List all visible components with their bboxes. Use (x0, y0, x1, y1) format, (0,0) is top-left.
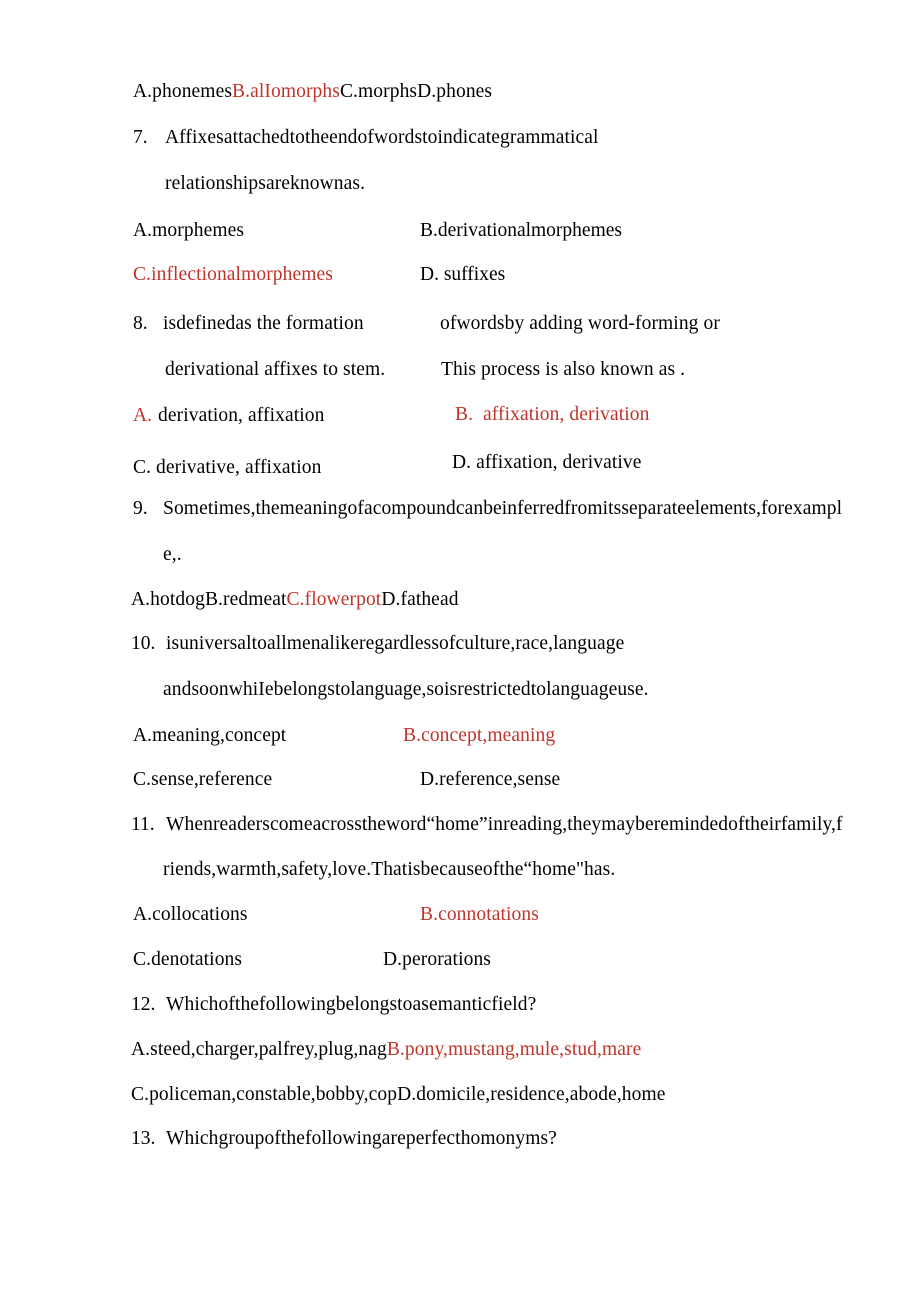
option-b-text: B.alIomorphs (232, 81, 340, 102)
question-10-option-c: C.sense,reference (133, 769, 273, 790)
option-c-text: C.morphs (339, 81, 418, 102)
question-10-option-b: B.concept,meaning (403, 725, 556, 746)
question-number-11: 11. (131, 814, 155, 835)
question-7-stem-line-2: relationshipsareknownas. (165, 173, 366, 194)
question-number-10: 10. (131, 633, 156, 654)
question-number-12: 12. (131, 994, 156, 1015)
question-7-stem-line-1: Affixesattachedtotheendofwordstoindicategrammatical (165, 127, 599, 148)
question-8-option-c: C. derivative, affixation (133, 457, 322, 478)
question-13-stem: Whichgroupofthefollowingareperfecthomonyms? (166, 1128, 557, 1149)
question-7-option-b: B.derivationalmorphemes (420, 220, 622, 241)
option-b-text: B.redmeat (204, 589, 287, 610)
question-8-stem-line-2-left: derivational affixes to stem. (165, 359, 386, 380)
q6-options-row (133, 80, 492, 104)
option-d-text: D.domicile,residence,abode,home (397, 1084, 666, 1105)
question-8-stem-line-1-left: isdefinedas the formation (163, 313, 364, 334)
option-c-text: C.policeman,constable,bobby,cop (131, 1084, 398, 1105)
question-10-option-d: D.reference,sense (420, 769, 561, 790)
question-12-stem: Whichofthefollowingbelongstoasemanticfield? (166, 994, 537, 1015)
question-10-stem-line-1: isuniversaltoallmenalikeregardlessofculture,race,language (166, 633, 625, 654)
option-d-text: D.fathead (381, 589, 459, 610)
question-11-option-c: C.denotations (133, 949, 243, 970)
option-a-text: A.phonemes (133, 81, 233, 102)
question-number-13: 13. (131, 1128, 156, 1149)
question-8-stem-line-2-right: This process is also known as . (441, 359, 686, 380)
question-10-option-a: A.meaning,concept (133, 725, 287, 746)
question-10-stem-line-2: andsoonwhiIebelongstolanguage,soisrestrictedtolanguageuse. (163, 679, 649, 700)
option-d-text: D.phones (417, 81, 493, 102)
question-11-stem-line-1: Whenreaderscomeacrosstheword“home”inreading,theymayberemindedoftheirfamily,f (166, 814, 843, 835)
option-a-text: A.steed,charger,palfrey,plug,nag (131, 1039, 387, 1060)
question-11-option-d: D.perorations (383, 949, 491, 970)
question-8-option-a-letter: A. (133, 405, 153, 426)
question-number-7: 7. (133, 127, 148, 148)
question-9-stem-line-2: e,. (163, 544, 182, 565)
question-7-option-c: C.inflectionalmorphemes (133, 264, 333, 285)
question-number-8: 8. (133, 313, 148, 334)
question-7-option-d: D. suffixes (420, 264, 506, 285)
question-11-option-a: A.collocations (133, 904, 248, 925)
option-a-text: A.hotdog (131, 589, 205, 610)
question-11-option-b: B.connotations (420, 904, 539, 925)
question-8-option-a-text: derivation, affixation (158, 405, 325, 426)
question-7-option-a: A.morphemes (133, 220, 245, 241)
question-9-options-row (131, 588, 459, 612)
question-12-options-row-2 (131, 1083, 666, 1107)
question-8-option-b: B. affixation, derivation (455, 404, 650, 425)
question-9-stem-line-1: Sometimes,themeaningofacompoundcanbeinferredfromitsseparateelements,forexampl (163, 498, 843, 519)
question-8-option-d: D. affixation, derivative (452, 452, 642, 473)
option-b-text: B.pony,mustang,mule,stud,mare (386, 1039, 642, 1060)
question-12-options-row-1 (131, 1038, 641, 1062)
question-8-stem-line-1-right: ofwordsby adding word-forming or (440, 313, 720, 334)
question-number-9: 9. (133, 498, 148, 519)
question-11-stem-line-2: riends,warmth,safety,love.Thatisbecauseofthe“home"has. (163, 859, 616, 880)
option-c-text: C.flowerpot (286, 589, 382, 610)
